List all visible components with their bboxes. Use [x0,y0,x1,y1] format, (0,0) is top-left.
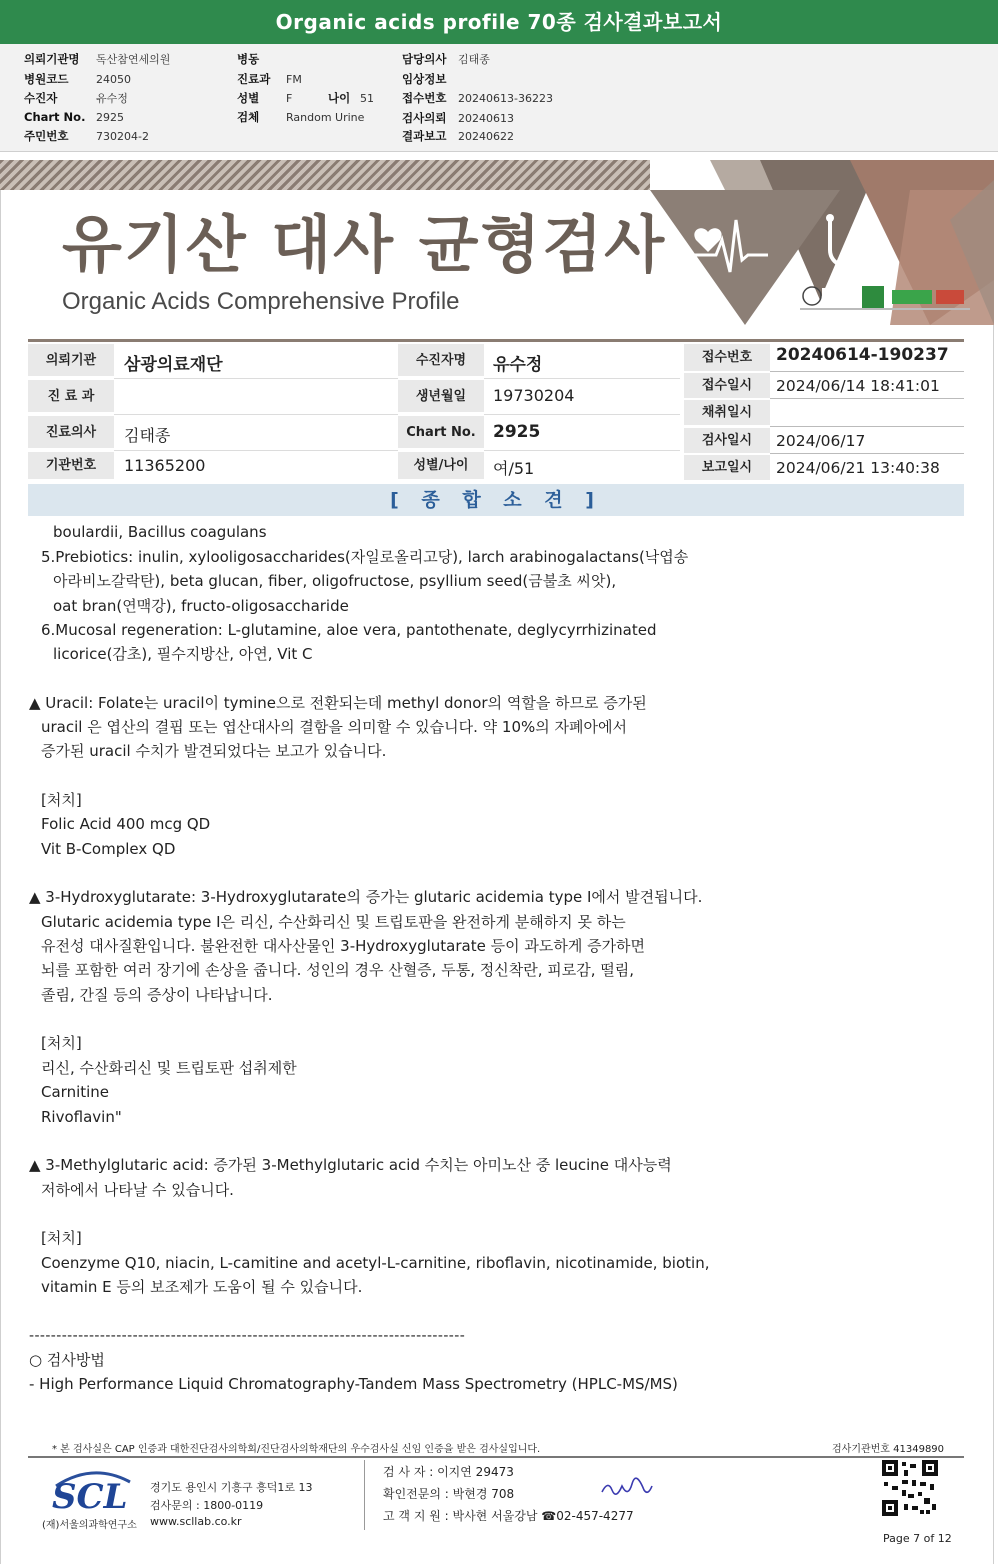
info-row [402,51,490,67]
info-value: 20240622 [458,130,514,143]
kola-logo-icon [892,290,932,304]
info-row [402,110,514,126]
staff-label: 고 객 지 원 : [383,1509,449,1523]
row-divider [770,398,964,399]
info-value: 20240613-36223 [458,92,553,105]
body-line: 저하에서 나타날 수 있습니다. [41,1181,234,1199]
row-divider [114,378,398,379]
info-row [328,90,374,106]
label-reception-time: 접수일시 [684,373,770,398]
scl-logo-text: SCL [52,1477,128,1517]
banner-title-en: Organic Acids Comprehensive Profile [62,288,460,315]
info-label: 접수번호 [402,91,447,105]
label-patient-name: 수진자명 [398,344,484,377]
info-value: Random Urine [286,111,365,124]
row-divider [770,426,964,427]
body-line: 5.Prebiotics: inulin, xylooligosaccharides(자일로올리고당), larch arabinogalactans(낙엽송 [41,548,689,566]
info-value: 24050 [96,73,131,86]
body-line: licorice(감초), 필수지방산, 아연, Vit C [53,645,313,663]
row-divider [484,450,680,451]
label-doctor: 진료의사 [28,416,114,449]
value-sex-age: 여/51 [493,459,535,478]
body-line: 뇌를 포함한 여러 장기에 손상을 줍니다. 성인의 경우 산혈증, 두통, 정신착란, 피로감, 떨림, [41,961,634,979]
info-row [24,71,131,87]
anab-logo-icon [936,290,964,304]
row-divider [484,414,680,415]
info-value: 2925 [96,111,124,124]
value-reception-no: 20240614-190237 [776,345,949,365]
info-label: 검체 [237,110,260,124]
body-line: Glutaric acidemia type I은 리신, 수산화리신 및 트립토판을 완전하게 분해하지 못 하는 [41,913,626,931]
value-report-time: 2024/06/21 13:40:38 [776,459,940,477]
info-label: 진료과 [237,72,271,86]
body-line: oat bran(연맥강), fructo-oligosaccharide [53,597,349,615]
body-line: Carnitine [41,1083,110,1101]
finding-uracil: ▲ Uracil: Folate는 uracil이 tymine으로 전환되는데 methyl donor의 역할을 하므로 증가된 [29,694,647,712]
staff-value: 박현경 708 [452,1487,515,1501]
row-divider [114,414,398,415]
label-collection-time: 채취일시 [684,400,770,425]
info-value: 20240613 [458,112,514,125]
info-row [402,128,514,144]
label-test-date: 검사일시 [684,428,770,453]
treatment-heading: [처치] [41,1229,82,1247]
label-birthdate: 생년월일 [398,380,484,413]
info-label: 병원코드 [24,72,69,86]
org-name: (재)서울의과학연구소 [42,1520,137,1531]
cap-logo-icon [803,287,821,305]
row-divider [770,371,964,372]
row-divider [770,453,964,454]
top-info-panel [0,44,998,152]
staff-row [383,1507,634,1524]
info-row [24,110,124,124]
method-text: - High Performance Liquid Chromatography-Tandem Mass Spectrometry (HPLC-MS/MS) [29,1375,678,1393]
finding-3-hydroxyglutarate: ▲ 3-Hydroxyglutarate: 3-Hydroxyglutarate의 증가는 glutaric acidemia type I에서 발견됩니다. [29,888,703,906]
info-row [237,90,292,106]
treatment-heading: [처치] [41,1034,82,1052]
label-institution-no: 기관번호 [28,452,114,480]
footer-address: 경기도 용인시 기흥구 흥덕1로 13 [150,1481,313,1494]
info-row [402,71,458,87]
value-patient-name: 유수정 [493,355,543,375]
page-number: Page 7 of 12 [883,1532,952,1545]
info-label: 담당의사 [402,52,447,66]
footer-rule [28,1456,964,1458]
info-value: 51 [360,92,374,105]
body-line: 리신, 수산화리신 및 트립토판 섭취제한 [41,1059,297,1077]
body-line: Vit B-Complex QD [41,840,176,858]
row-divider [114,450,398,451]
dashed-separator: -------------------------------------------------------------------------------- [29,1328,466,1344]
info-value: F [286,92,293,105]
body-line: uracil 은 엽산의 결핍 또는 엽산대사의 결함을 의미할 수 있습니다. 약 10%의 자폐아에서 [41,718,627,736]
info-label: 검사의뢰 [402,111,447,125]
banner-title-ko: 유기산 대사 균형검사 [62,208,667,281]
value-doctor: 김태종 [124,426,171,445]
label-sex-age: 성별/나이 [398,452,484,480]
header-top-rule [28,339,964,342]
value-reception-time: 2024/06/14 18:41:01 [776,377,940,395]
certification-logos [800,282,970,312]
info-row [24,51,170,67]
staff-row [383,1463,514,1480]
info-value: FM [286,73,302,86]
footer-divider [364,1460,365,1530]
value-chart-no: 2925 [493,422,541,442]
info-label: 의뢰기관명 [24,52,80,66]
info-row [24,128,149,144]
body-line: 6.Mucosal regeneration: L-glutamine, aloe vera, pantothenate, deglycyrrhizinated [41,621,657,639]
value-birthdate: 19730204 [493,386,575,405]
info-row [402,90,553,106]
lm-logo-icon [862,286,884,308]
label-reception-no: 접수번호 [684,344,770,371]
info-label: 나이 [328,91,351,105]
staff-label: 검 사 자 : [383,1465,434,1479]
info-row [237,109,364,125]
footer-website: www.scllab.co.kr [150,1515,242,1528]
info-value: 730204-2 [96,130,149,143]
info-row [237,71,302,87]
info-value: 김태종 [458,53,490,66]
footer-lab-number: 검사기관번호 41349890 [832,1444,945,1455]
info-label: 수진자 [24,91,58,105]
footer-certification-note: * 본 검사실은 CAP 인증과 대한진단검사의학회/진단검사의학재단의 우수검사실 신임 인증을 받은 검사실입니다. [52,1444,541,1455]
info-label: 주민번호 [24,129,69,143]
staff-row [383,1485,514,1502]
value-institution-no: 11365200 [124,456,206,475]
info-label: Chart No. [24,110,86,124]
treatment-heading: [처치] [41,791,82,809]
info-row [237,51,286,67]
row-divider [484,378,680,379]
body-line: 졸림, 간질 등의 증상이 나타납니다. [41,986,273,1004]
info-label: 임상정보 [402,72,447,86]
value-test-date: 2024/06/17 [776,432,866,450]
label-report-time: 보고일시 [684,455,770,480]
body-line: 증가된 uracil 수치가 발견되었다는 보고가 있습니다. [41,742,387,760]
report-title: Organic acids profile 70종 검사결과보고서 [0,0,998,44]
info-label: 병동 [237,52,260,66]
footer-phone: 검사문의 : 1800-0119 [150,1499,264,1512]
body-line: boulardii, Bacillus coagulans [53,523,267,541]
body-line: vitamin E 등의 보조제가 도움이 될 수 있습니다. [41,1278,363,1296]
method-heading: ○ 검사방법 [29,1351,105,1369]
info-value: 유수정 [96,92,128,105]
body-line: Folic Acid 400 mcg QD [41,815,211,833]
label-department: 진 료 과 [28,380,114,413]
info-value: 독산참연세의원 [96,53,171,66]
signature-image [598,1476,654,1502]
label-chart-no: Chart No. [398,416,484,449]
info-label: 결과보고 [402,129,447,143]
value-requesting-org: 삼광의료재단 [124,355,223,375]
body-line: Rivoflavin" [41,1108,122,1126]
staff-value: 박사현 서울강남 ☎02-457-4277 [452,1509,634,1523]
summary-heading: [ 종 합 소 견 ] [28,484,964,516]
body-line: Coenzyme Q10, niacin, L-camitine and acetyl-L-carnitine, riboflavin, nicotinamide, biotin, [41,1254,710,1272]
info-label: 성별 [237,91,260,105]
label-requesting-org: 의뢰기관 [28,344,114,377]
staff-value: 이지연 29473 [437,1465,514,1479]
body-line: 아라비노갈락탄), beta glucan, fiber, oligofructose, psyllium seed(금불초 씨앗), [53,572,617,590]
finding-3-methylglutaric-acid: ▲ 3-Methylglutaric acid: 증가된 3-Methylglutaric acid 수치는 아미노산 중 leucine 대사능력 [29,1156,672,1174]
info-row [24,90,128,106]
qr-code-icon [882,1460,938,1516]
staff-label: 확인전문의 : [383,1487,449,1501]
body-line: 유전성 대사질환입니다. 불완전한 대사산물인 3-Hydroxyglutarate 등이 과도하게 증가하면 [41,937,646,955]
